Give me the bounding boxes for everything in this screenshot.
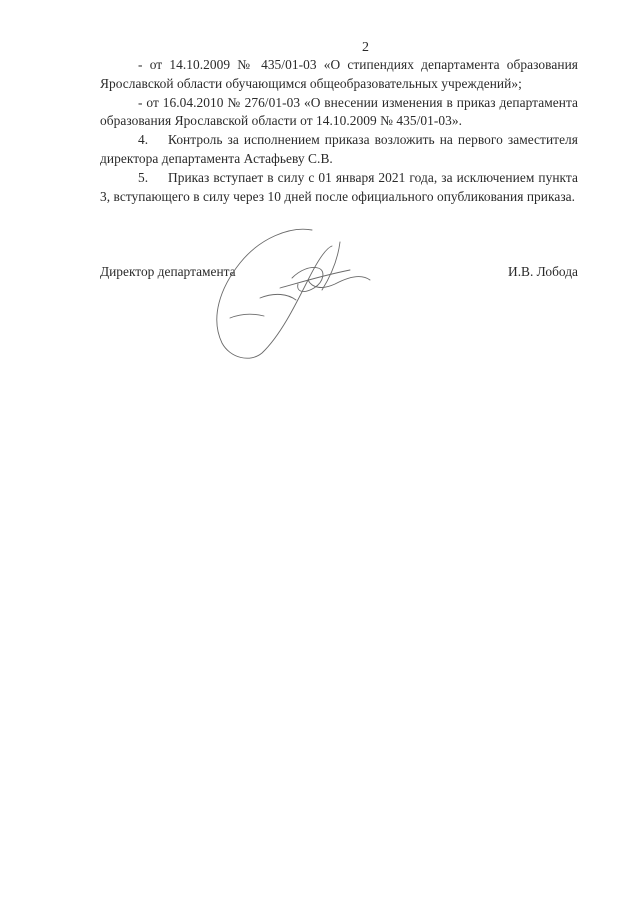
item-number-4: 4.	[138, 132, 149, 148]
signatory-name: И.В. Лобода	[508, 264, 578, 279]
paragraph-repeal-2: - от 16.04.2010 № 276/01-03 «О внесении изменения в приказ департамента образования Ярославской области от 14.10.2009 № 435/01-03».	[100, 94, 578, 129]
item-text-4: Контроль за исполнением приказа возложить на первого заместителя директора департамента Астафьеву С.В.	[100, 132, 578, 166]
page-number: 2	[362, 40, 369, 55]
signatory-position: Директор департамента	[100, 264, 236, 279]
item-number-5: 5.	[138, 169, 149, 185]
item-text-5: Приказ вступает в силу с 01 января 2021 года, за исключением пункта 3, вступающего в силу через 10 дней после официального опубликования приказа.	[100, 169, 578, 204]
paragraph-repeal-1: - от 14.10.2009 № 435/01-03 «О стипендиях департамента образования Ярославской области обучающимся общеобразовательных учреждений»;	[100, 57, 578, 91]
document-body	[100, 56, 578, 206]
paragraph-item-5	[100, 169, 578, 207]
paragraph-item-4	[100, 131, 578, 169]
handwritten-signature	[200, 218, 400, 368]
